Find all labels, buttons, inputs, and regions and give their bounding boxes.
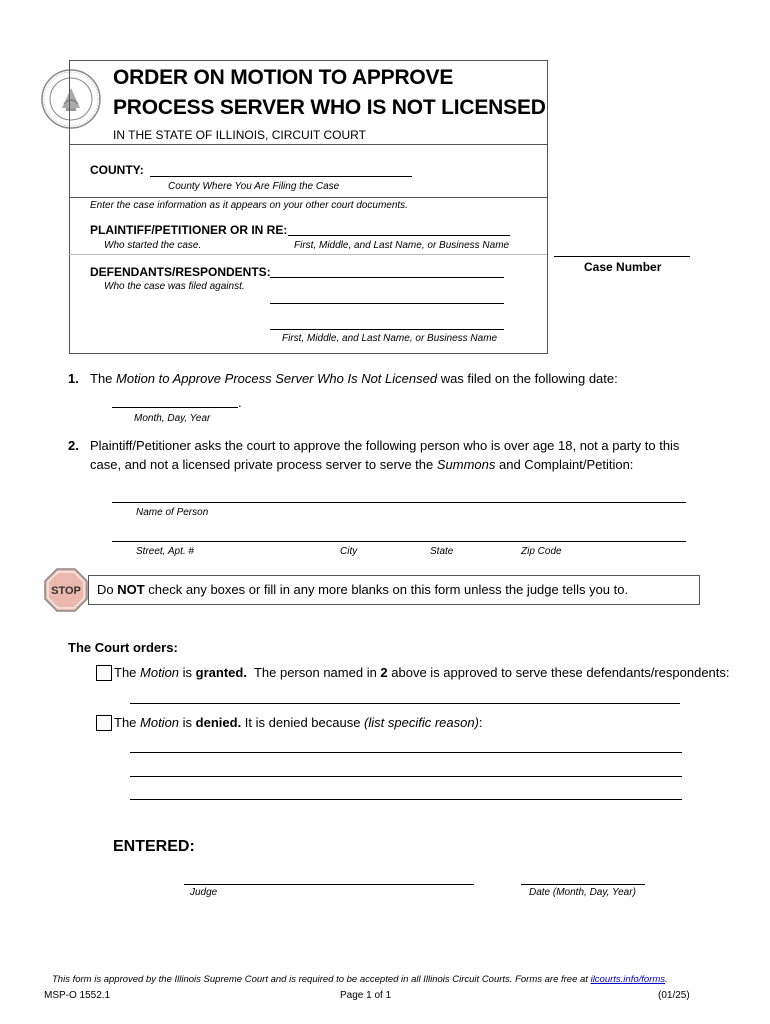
denied-a: The (114, 715, 141, 730)
page-number: Page 1 of 1 (340, 990, 392, 1001)
county-divider (69, 197, 547, 198)
county-hint: County Where You Are Filing the Case (168, 181, 340, 192)
item1-motion-title: Motion to Approve Process Server Who Is Not Licensed (116, 371, 438, 386)
defendant-field-1[interactable] (270, 277, 504, 278)
case-info-instruction: Enter the case information as it appears on your other court documents. (90, 200, 408, 211)
item1-date-field[interactable] (112, 407, 238, 408)
court-orders-heading: The Court orders: (68, 640, 178, 655)
granted-checkbox[interactable] (96, 665, 112, 681)
footer-approval (52, 974, 668, 985)
server-name-hint: Name of Person (136, 507, 209, 518)
granted-defendants-field[interactable] (130, 703, 680, 704)
item2-line2-b: and Complaint/Petition: (495, 457, 634, 472)
item1-period: . (238, 395, 242, 410)
denied-text (114, 715, 483, 730)
denied-d: : (478, 715, 483, 730)
street-hint: Street, Apt. # (136, 546, 194, 557)
stop-text-b: check any boxes or fill in any more blanks on this form unless the judge tells you to. (144, 582, 629, 597)
item1-text (90, 371, 618, 386)
form-id: MSP-O 1552.1 (44, 990, 111, 1001)
item1-date-hint: Month, Day, Year (134, 413, 211, 424)
county-field[interactable] (150, 176, 412, 177)
denied-reason-field-3[interactable] (130, 799, 682, 800)
judge-signature-field[interactable] (184, 884, 474, 885)
denied-motion: Motion (140, 715, 180, 730)
county-label: COUNTY: (90, 163, 144, 177)
plaintiff-divider (69, 254, 547, 255)
item2-line1: Plaintiff/Petitioner asks the court to approve the following person who is over age 18, not a party to this (90, 438, 680, 453)
denied-checkbox[interactable] (96, 715, 112, 731)
stop-text-a: Do (97, 582, 118, 597)
plaintiff-hint-right: First, Middle, and Last Name, or Business Name (294, 240, 510, 251)
entered-date-field[interactable] (521, 884, 645, 885)
item1-text-b: was filed on the following date: (437, 371, 618, 386)
plaintiff-hint-left: Who started the case. (104, 240, 202, 251)
denied-reason-prompt: (list specific reason) (364, 715, 479, 730)
plaintiff-field[interactable] (288, 235, 510, 236)
stop-sign-text: STOP (51, 585, 81, 597)
item2-number: 2. (68, 438, 79, 453)
item2-line2-a: case, and not a licensed private process server to serve the (90, 457, 437, 472)
stop-notice-text (97, 582, 628, 597)
footer-approval-text: This form is approved by the Illinois Supreme Court and is required to be accepted in all Illinois Circuit Courts. Forms are free at (52, 974, 591, 985)
case-number-field[interactable] (554, 256, 690, 257)
denied-b: is (179, 715, 196, 730)
granted-b: is (179, 665, 196, 680)
plaintiff-label: PLAINTIFF/PETITIONER OR IN RE: (90, 223, 288, 237)
server-name-field[interactable] (112, 502, 686, 503)
state-hint: State (430, 546, 454, 557)
defendants-hint-bottom: First, Middle, and Last Name, or Business Name (282, 333, 498, 344)
defendant-field-3[interactable] (270, 329, 504, 330)
server-address-field[interactable] (112, 541, 686, 542)
footer-link-suffix: . (665, 974, 668, 985)
granted-item-ref: 2 (380, 665, 388, 680)
form-subtitle: IN THE STATE OF ILLINOIS, CIRCUIT COURT (113, 128, 366, 142)
entered-date-hint: Date (Month, Day, Year) (529, 887, 636, 898)
denied-reason-field-2[interactable] (130, 776, 682, 777)
item1-number: 1. (68, 371, 79, 386)
form-title-line2: PROCESS SERVER WHO IS NOT LICENSED (113, 96, 546, 119)
entered-label: ENTERED: (113, 838, 195, 855)
header-divider (69, 144, 547, 145)
judge-hint: Judge (190, 887, 218, 898)
stop-sign-icon (44, 568, 88, 612)
granted-motion: Motion (140, 665, 180, 680)
granted-d: above is approved to serve these defendants/respondents: (387, 665, 730, 680)
denied-word: denied. (195, 715, 242, 730)
form-title-line1: ORDER ON MOTION TO APPROVE (113, 66, 454, 89)
granted-a: The (114, 665, 141, 680)
defendants-hint-left: Who the case was filed against. (104, 281, 245, 292)
forms-link[interactable]: ilcourts.info/forms (590, 974, 666, 985)
stop-text-not: NOT (117, 582, 145, 597)
item2-summons: Summons (436, 457, 496, 472)
defendant-field-2[interactable] (270, 303, 504, 304)
city-hint: City (340, 546, 358, 557)
form-revision: (01/25) (658, 990, 690, 1001)
granted-word: granted. (195, 665, 247, 680)
defendants-label: DEFENDANTS/RESPONDENTS: (90, 265, 271, 279)
case-number-label: Case Number (584, 260, 662, 274)
granted-c: The person named in (246, 665, 381, 680)
item2-line2 (90, 457, 633, 472)
denied-c: It is denied because (241, 715, 365, 730)
item1-text-a: The (90, 371, 117, 386)
zip-hint: Zip Code (521, 546, 562, 557)
denied-reason-field-1[interactable] (130, 752, 682, 753)
granted-text (114, 665, 730, 680)
